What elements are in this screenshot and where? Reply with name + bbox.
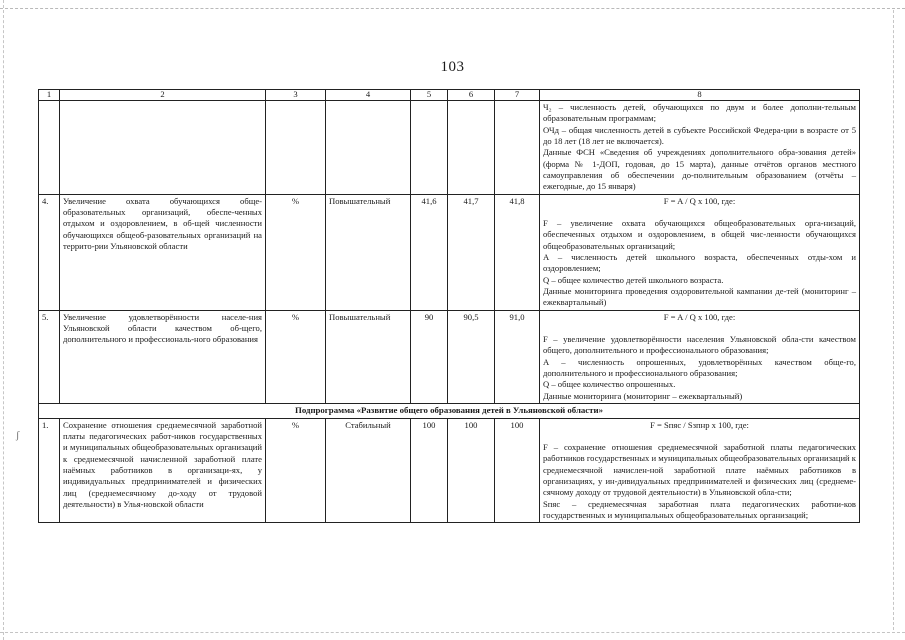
method-note: Q – общее количество детей школьного возраста.: [543, 274, 724, 285]
value-cell: 100: [448, 418, 495, 523]
cell-empty: [411, 100, 448, 194]
row-number: 5.: [39, 310, 60, 403]
scan-edge-bottom: [0, 632, 905, 633]
value-cell: 41,7: [448, 194, 495, 310]
continuation-row: [39, 100, 860, 194]
header-cell: 2: [60, 90, 266, 101]
method-note: A – численность детей школьного возраста, обеспеченных отды-хом и оздоровлением;: [543, 252, 856, 274]
subprogram-row: [39, 404, 860, 419]
method-cell: [540, 194, 860, 310]
subprogram-title: Подпрограмма «Развитие общего образования детей в Ульяновской области»: [39, 404, 860, 419]
scan-edge-top: [0, 8, 905, 9]
cell-empty: [39, 100, 60, 194]
header-row: [39, 90, 860, 101]
formula: F = A / Q x 100, где:: [663, 311, 736, 322]
indicators-table: [38, 89, 860, 523]
table-row: [39, 310, 860, 403]
value-cell: 90,5: [448, 310, 495, 403]
unit-cell: %: [266, 418, 326, 523]
method-note: Данные мониторинга проведения оздоровительной кампании де-тей (мониторинг – ежеквартальный): [543, 286, 856, 308]
header-cell: 5: [411, 90, 448, 101]
formula: F = A / Q x 100, где:: [663, 195, 736, 206]
cell-empty: [495, 100, 540, 194]
unit-cell: %: [266, 194, 326, 310]
indicator-name: Сохранение отношения среднемесячной заработной платы педагогических работ-ников государственных и муниципальных общеобразовательных организаций к среднемесячной начисленной заработной плате наёмных работников в организаци-ях, у индивидуальных предпринимателей и физических лиц (среднемесячному до-ходу от трудовой деятельности) в Улья-новской области: [60, 418, 266, 523]
value-cell: 41,8: [495, 194, 540, 310]
header-cell: 8: [540, 90, 860, 101]
scan-stray-mark: ʃ: [16, 430, 20, 441]
cell-empty: [326, 100, 411, 194]
header-cell: 1: [39, 90, 60, 101]
trend-cell: Повышательный: [326, 310, 411, 403]
method-cell: [540, 100, 860, 194]
header-cell: 3: [266, 90, 326, 101]
formula: F = Sпяс / Sзпнр x 100, где:: [650, 419, 749, 430]
value-cell: 100: [495, 418, 540, 523]
indicator-name: Увеличение удовлетворённости населе-ния Ульяновской области качеством об-щего, дополнительного и профессиональ-ного образования: [60, 310, 266, 403]
method-note: Sпяс – среднемесячная заработная плата педагогических работни-ков государственных и муниципальных общеобразовательных организаций;: [543, 498, 856, 521]
method-note: F – сохранение отношения среднемесячной заработной платы педагогических работников государственных и муниципальных общеобразовательных организаций к среднемесячной начислен-ной заработной плате наёмных работников в организациях, у ин-дивидуальных предпринимателей и физических лиц (среднеме-сячному доходу от трудовой деятельности) в Ульяновской обла-сти;: [543, 442, 856, 498]
header-cell: 6: [448, 90, 495, 101]
spacer: [543, 323, 856, 334]
method-note: ОЧд – общая численность детей в субъекте Российской Федера-ции в возрасте от 5 до 18 лет (18 лет не включается).: [543, 124, 856, 146]
value-cell: 90: [411, 310, 448, 403]
table-row: [39, 418, 860, 523]
method-note: F – увеличение удовлетворённости населения Ульяновской обла-сти качеством общего, дополнительного и профессионального образования;: [543, 334, 856, 356]
trend-cell: Повышательный: [326, 194, 411, 310]
table-row: [39, 194, 860, 310]
value-cell: 100: [411, 418, 448, 523]
scan-edge-right: [893, 10, 894, 630]
scan-edge-left: [3, 0, 4, 640]
cell-empty: [60, 100, 266, 194]
method-cell: [540, 310, 860, 403]
header-cell: 7: [495, 90, 540, 101]
indicator-name: Увеличение охвата обучающихся обще-образовательных организаций, обеспе-ченных отдыхом и оздоровлением, в об-щей численности обучающихся общеоб-разовательных организаций на террито-рии Ульяновской области: [60, 194, 266, 310]
spacer: [543, 431, 856, 442]
value-cell: 91,0: [495, 310, 540, 403]
spacer: [543, 207, 856, 218]
unit-cell: %: [266, 310, 326, 403]
cell-empty: [266, 100, 326, 194]
trend-cell: Стабильный: [326, 418, 411, 523]
cell-empty: [448, 100, 495, 194]
value-cell: 41,6: [411, 194, 448, 310]
row-number: 4.: [39, 194, 60, 310]
method-note: Данные ФСН «Сведения об учреждениях дополнительного обра-зования детей» (форма № 1-ДОП, годовая, до 15 марта), данные отчётов органов местного самоуправления об обеспечении до-полнительным образованием (отчёты – ежегодные, до 15 января): [543, 147, 856, 192]
method-note: Ч₂ – численность детей, обучающихся по двум и более дополни-тельным образовательным программам;: [543, 101, 856, 124]
header-cell: 4: [326, 90, 411, 101]
method-cell: [540, 418, 860, 523]
row-number: 1.: [39, 418, 60, 523]
method-note: A – численность опрошенных, удовлетворённых качеством обще-го, дополнительного и профессионального образования;: [543, 356, 856, 379]
method-note: Данные мониторинга (мониторинг – ежеквартальный): [543, 390, 743, 401]
page-number: 103: [440, 59, 465, 75]
method-note: Q – общее количество опрошенных.: [543, 379, 676, 390]
method-note: F – увеличение охвата обучающихся общеобразовательных орга-низаций, обеспеченных отдыхом и оздоровлением, в общей чис-ленности обучающихся общеобразовательных организаций;: [543, 217, 856, 251]
